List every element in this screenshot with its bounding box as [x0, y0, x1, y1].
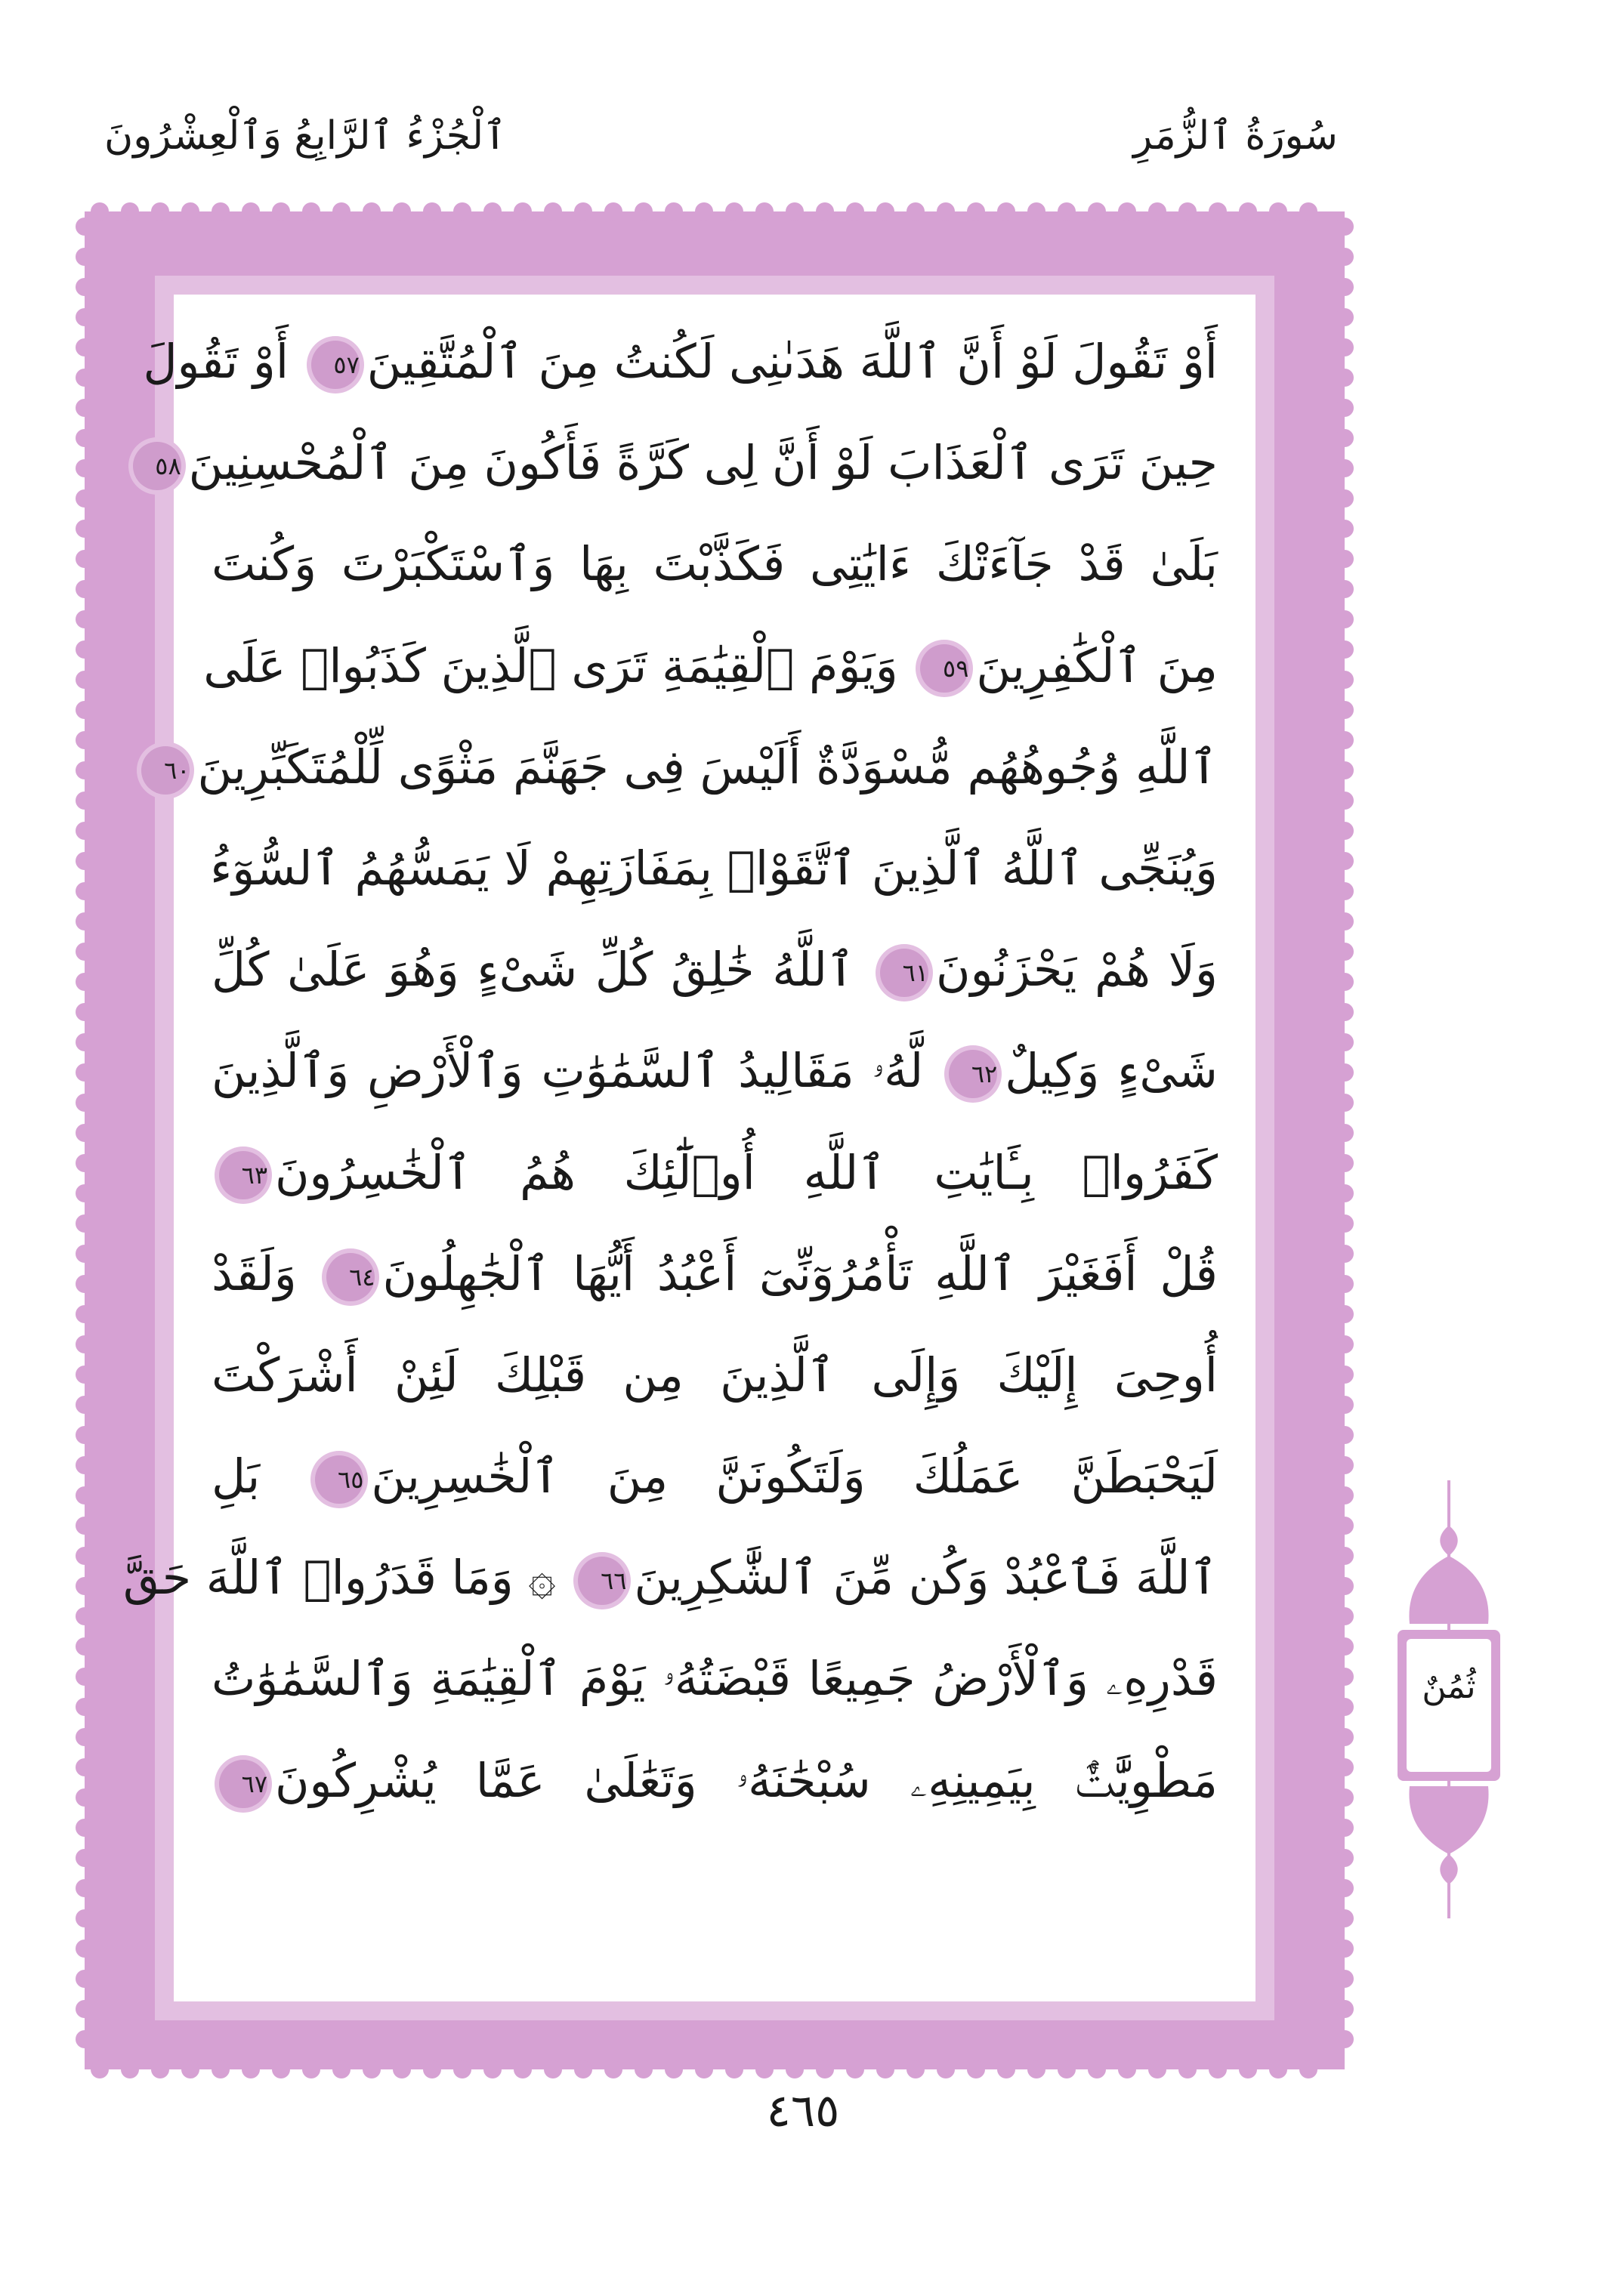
surah-title: سُورَةُ ٱلزُّمَرِ — [1133, 113, 1338, 159]
verse-line — [212, 1122, 1218, 1224]
hizb-marker-label: ثُمُنٌ — [1422, 1668, 1476, 1706]
verse-line — [212, 1325, 1218, 1426]
verse-text: حِينَ تَرَى ٱلْعَذَابَ لَوْ أَنَّ لِى كَرَّةً فَأَكُونَ مِنَ ٱلْمُحْسِنِينَ — [188, 435, 1218, 491]
verse-text: كَفَرُوا۟ بِـَٔايَٰتِ ٱللَّهِ أُو۟لَٰٓئِكَ هُمُ ٱلْخَٰسِرُونَ — [275, 1144, 1218, 1200]
ayah-number-medallion: ٦٣ — [219, 1151, 267, 1199]
verse-text: قَدْرِهِۦ وَٱلْأَرْضُ جَمِيعًا قَبْضَتُهُۥ يَوْمَ ٱلْقِيَٰمَةِ وَٱلسَّمَٰوَٰتُ — [212, 1651, 1218, 1707]
verse-text: مَطْوِيَّٰتٌۢ بِيَمِينِهِۦ سُبْحَٰنَهُۥ وَتَعَٰلَىٰ عَمَّا يُشْرِكُونَ — [275, 1752, 1218, 1808]
verse-line — [164, 717, 1218, 818]
verse-text: وَلَا هُمْ يَحْزَنُونَ — [936, 942, 1218, 998]
ayah-number-medallion: ٥٩ — [920, 644, 968, 693]
ayah-number-medallion: ٦٦ — [578, 1557, 626, 1605]
verse-text: أَوْ تَقُولَ لَوْ أَنَّ ٱللَّهَ هَدَىٰنِى لَكُنتُ مِنَ ٱلْمُتَّقِينَ — [366, 334, 1218, 389]
ayah-number-medallion: ٦٠ — [141, 746, 190, 795]
verse-text-continued: وَيَوْمَ ٱلْقِيَٰمَةِ تَرَى ٱلَّذِينَ كَذَبُوا۟ عَلَى — [203, 637, 913, 693]
verse-line — [212, 1730, 1218, 1832]
ayah-number-medallion: ٦٧ — [219, 1760, 267, 1808]
ayah-number-medallion: ٦٢ — [949, 1050, 997, 1098]
verse-line — [123, 1527, 1218, 1628]
juz-title: ٱلْجُزْءُ ٱلرَّابِعُ وَٱلْعِشْرُونَ — [104, 113, 507, 159]
verse-text: ٱللَّهَ فَٱعْبُدْ وَكُن مِّنَ ٱلشَّٰكِرِينَ — [634, 1550, 1218, 1606]
verse-line — [212, 919, 1218, 1020]
verse-line — [143, 311, 1218, 412]
ayah-number-medallion: ٦٤ — [326, 1253, 375, 1301]
page-number: ٤٦٥ — [766, 2085, 840, 2137]
ayah-number-medallion: ٦٥ — [315, 1455, 363, 1504]
verse-text: وَيُنَجِّى ٱللَّهُ ٱلَّذِينَ ٱتَّقَوْا۟ بِمَفَازَتِهِمْ لَا يَمَسُّهُمُ ٱلسُّوٓءُ — [210, 840, 1218, 896]
quran-text-panel — [123, 295, 1255, 2001]
verse-text: أُوحِىَ إِلَيْكَ وَإِلَى ٱلَّذِينَ مِن قَبْلِكَ لَئِنْ أَشْرَكْتَ — [212, 1347, 1218, 1403]
verse-text: مِنَ ٱلْكَٰفِرِينَ — [976, 637, 1218, 693]
verse-line — [212, 818, 1218, 919]
verse-line — [155, 412, 1218, 514]
verse-text: بَلَىٰ قَدْ جَآءَتْكَ ءَايَٰتِى فَكَذَّبْتَ بِهَا وَٱسْتَكْبَرْتَ وَكُنتَ — [212, 536, 1218, 592]
verse-text-continued: بَلِ — [212, 1449, 308, 1504]
verse-text-continued: ٱللَّهُ خَٰلِقُ كُلِّ شَىْءٍ وَهُوَ عَلَىٰ كُلِّ — [212, 942, 873, 998]
verse-text: قُلْ أَفَغَيْرَ ٱللَّهِ تَأْمُرُوٓنِّىٓ أَعْبُدُ أَيُّهَا ٱلْجَٰهِلُونَ — [382, 1245, 1218, 1301]
verse-text-continued: وَلَقَدْ — [212, 1245, 320, 1301]
verse-text-continued: أَوْ تَقُولَ — [143, 334, 304, 389]
verse-text: لَيَحْبَطَنَّ عَمَلُكَ وَلَتَكُونَنَّ مِنَ ٱلْخَٰسِرِينَ — [371, 1449, 1218, 1504]
verse-line — [212, 514, 1218, 615]
verse-text: شَىْءٍ وَكِيلٌ — [1005, 1043, 1218, 1099]
verse-line — [212, 1224, 1218, 1325]
verse-line — [212, 1020, 1218, 1122]
verse-line — [212, 1426, 1218, 1527]
verse-text-continued: ۞ وَمَا قَدَرُوا۟ ٱللَّهَ حَقَّ — [123, 1550, 571, 1606]
verse-line — [212, 1628, 1218, 1730]
ayah-number-medallion: ٦١ — [880, 949, 928, 997]
ayah-number-medallion: ٥٧ — [311, 341, 360, 389]
verse-line — [203, 616, 1218, 717]
ayah-number-medallion: ٥٨ — [133, 442, 181, 490]
verse-text-continued: لَّهُۥ مَقَالِيدُ ٱلسَّمَٰوَٰتِ وَٱلْأَرْضِ وَٱلَّذِينَ — [212, 1043, 942, 1099]
verse-text: ٱللَّهِ وُجُوهُهُم مُّسْوَدَّةٌ أَلَيْسَ فِى جَهَنَّمَ مَثْوًى لِّلْمُتَكَبِّرِينَ — [197, 739, 1218, 795]
